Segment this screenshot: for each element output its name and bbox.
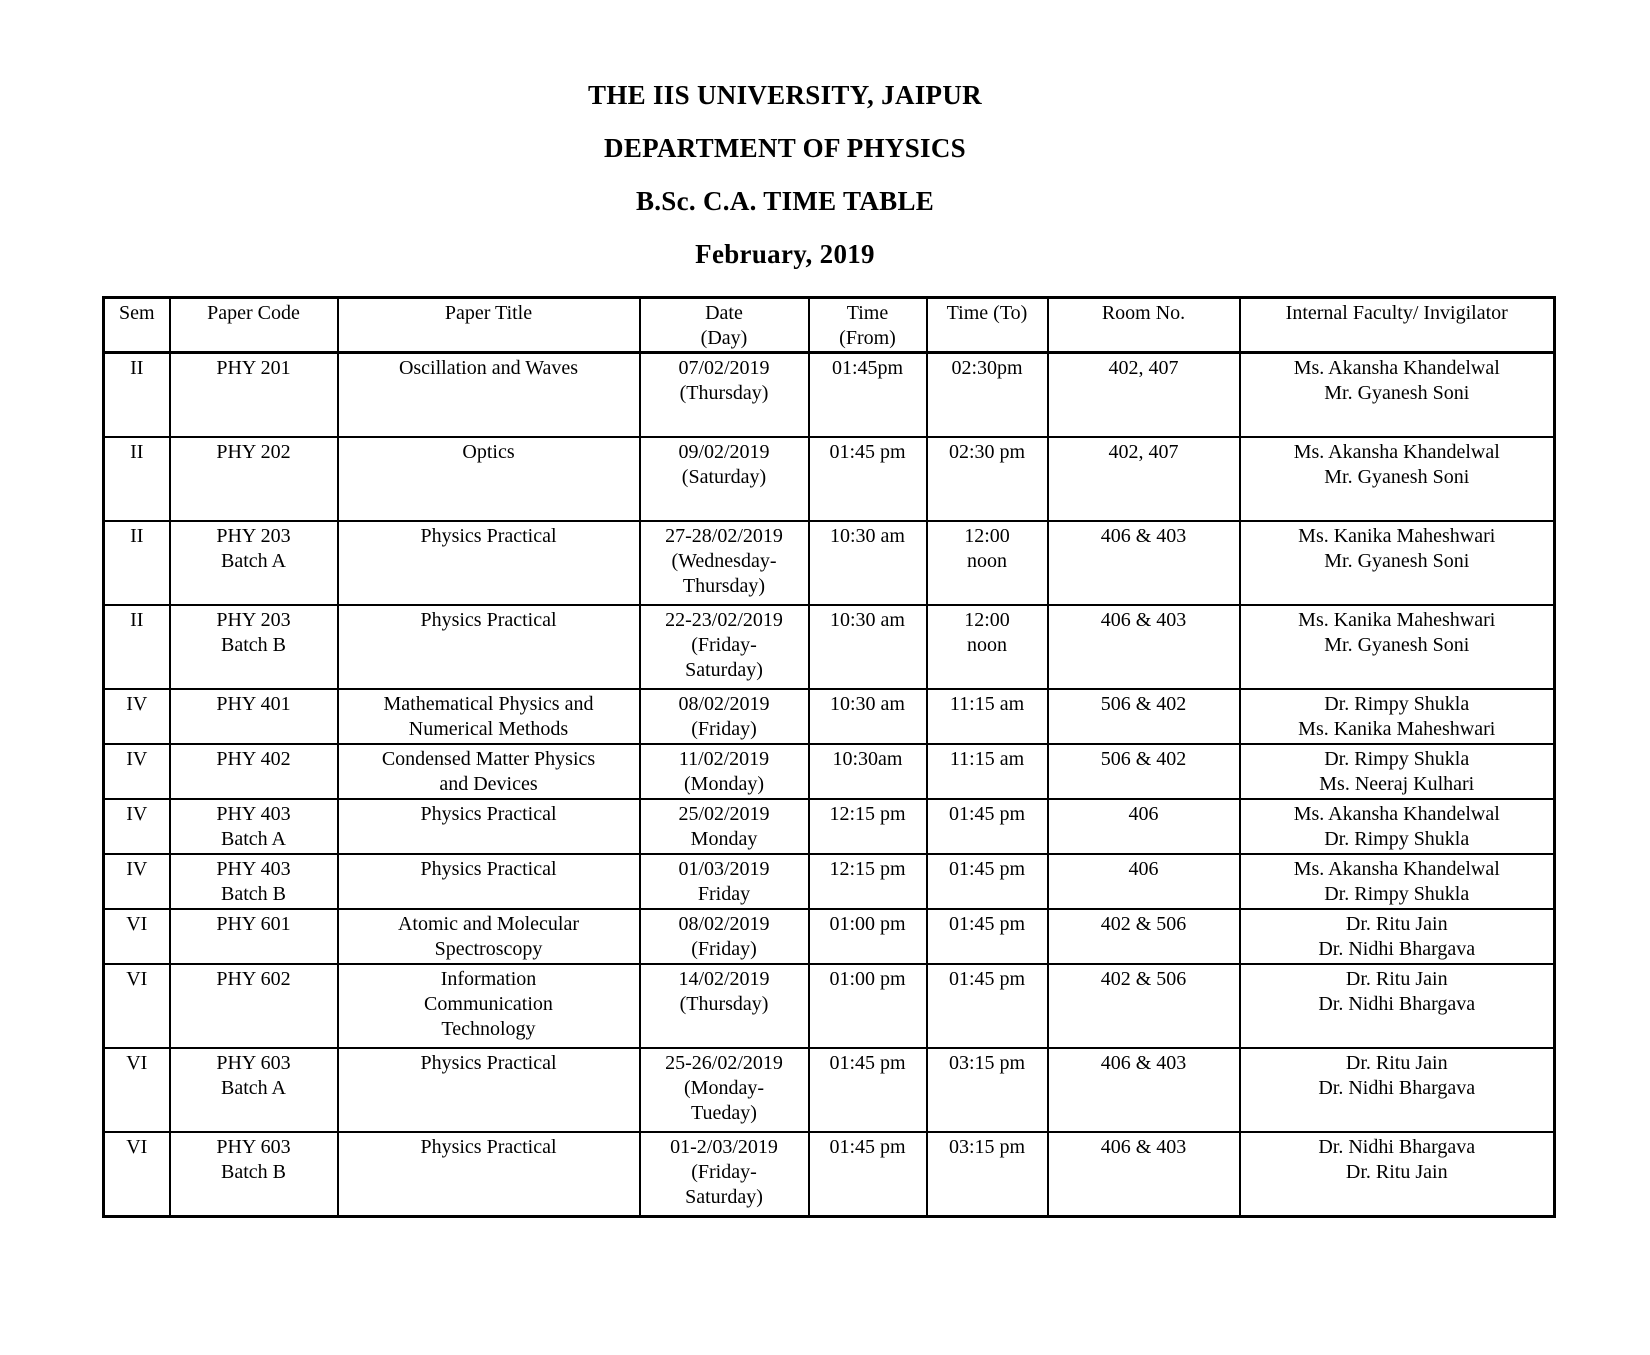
- cell-time-from: [809, 605, 927, 689]
- cell-line: IV: [126, 803, 148, 825]
- cell-line: noon: [967, 634, 1007, 656]
- cell-room-no: [1048, 799, 1240, 854]
- cell-paper-title: [338, 689, 640, 744]
- cell-line: 08/02/2019: [678, 913, 770, 935]
- page: [0, 80, 1650, 1355]
- cell-line: 402, 407: [1108, 357, 1179, 379]
- cell-line: (Friday): [691, 938, 757, 960]
- cell-paper-title: [338, 605, 640, 689]
- cell-line: IV: [126, 693, 148, 715]
- cell-line: 01:45 pm: [948, 858, 1026, 880]
- cell-room-no: [1048, 854, 1240, 909]
- cell-line: Saturday): [685, 659, 763, 681]
- cell-line: VI: [126, 1052, 148, 1074]
- table-row: [104, 437, 1555, 521]
- cell-line: 01/03/2019: [678, 858, 770, 880]
- cell-room-no: [1048, 689, 1240, 744]
- cell-line: 01:45 pm: [948, 913, 1026, 935]
- cell-time-from: [809, 744, 927, 799]
- cell-line: Ms. Akansha Khandelwal: [1293, 357, 1500, 379]
- cell-sem: [104, 854, 170, 909]
- cell-line: Dr. Nidhi Bhargava: [1318, 938, 1476, 960]
- cell-line: 07/02/2019: [678, 357, 770, 379]
- cell-line: Technology: [441, 1018, 536, 1040]
- cell-line: Dr. Rimpy Shukla: [1324, 883, 1470, 905]
- cell-date: [640, 1048, 809, 1132]
- cell-line: 402 & 506: [1100, 913, 1187, 935]
- cell-line: PHY 202: [216, 441, 291, 463]
- cell-line: Paper Title: [444, 302, 533, 324]
- cell-room-no: [1048, 964, 1240, 1048]
- cell-line: noon: [967, 550, 1007, 572]
- cell-line: (Saturday): [681, 466, 767, 488]
- cell-line: Batch B: [221, 883, 286, 905]
- cell-line: 10:30 am: [830, 609, 905, 631]
- cell-sem: [104, 1048, 170, 1132]
- cell-line: 10:30am: [832, 748, 903, 770]
- cell-line: PHY 403: [216, 858, 291, 880]
- cell-line: 402 & 506: [1100, 968, 1187, 990]
- table-row: [104, 689, 1555, 744]
- header-cell-paper-code: [170, 298, 338, 353]
- cell-faculty: [1240, 521, 1555, 605]
- cell-time-from: [809, 353, 927, 438]
- table-header: [104, 298, 1555, 353]
- cell-paper-code: [170, 854, 338, 909]
- cell-line: Dr. Ritu Jain: [1345, 968, 1448, 990]
- cell-line: Ms. Kanika Maheshwari: [1298, 718, 1496, 740]
- cell-faculty: [1240, 353, 1555, 438]
- cell-line: 03:15 pm: [948, 1136, 1026, 1158]
- cell-paper-code: [170, 605, 338, 689]
- cell-line: PHY 601: [216, 913, 291, 935]
- cell-line: (Thursday): [679, 382, 769, 404]
- cell-line: Condensed Matter Physics: [381, 748, 596, 770]
- cell-paper-title: [338, 521, 640, 605]
- cell-line: VI: [126, 968, 148, 990]
- cell-line: Dr. Ritu Jain: [1345, 913, 1448, 935]
- cell-line: Batch B: [221, 634, 286, 656]
- cell-sem: [104, 689, 170, 744]
- cell-line: (Day): [700, 327, 748, 349]
- cell-line: Mr. Gyanesh Soni: [1324, 382, 1470, 404]
- cell-time-from: [809, 437, 927, 521]
- cell-faculty: [1240, 605, 1555, 689]
- header-cell-paper-title: [338, 298, 640, 353]
- cell-faculty: [1240, 799, 1555, 854]
- cell-date: [640, 605, 809, 689]
- table-row: [104, 744, 1555, 799]
- cell-paper-code: [170, 964, 338, 1048]
- cell-line: 406 & 403: [1100, 1136, 1187, 1158]
- cell-line: PHY 603: [216, 1052, 291, 1074]
- cell-line: VI: [126, 913, 148, 935]
- cell-line: 402, 407: [1108, 441, 1179, 463]
- cell-line: Ms. Kanika Maheshwari: [1298, 525, 1496, 547]
- title-block: [99, 80, 1471, 270]
- cell-room-no: [1048, 1132, 1240, 1217]
- cell-time-from: [809, 909, 927, 964]
- table-row: [104, 799, 1555, 854]
- cell-paper-title: [338, 964, 640, 1048]
- cell-line: Saturday): [685, 1186, 763, 1208]
- cell-paper-title: [338, 744, 640, 799]
- cell-line: (Wednesday-: [671, 550, 777, 572]
- table-row: [104, 353, 1555, 438]
- cell-date: [640, 353, 809, 438]
- cell-line: (Friday-: [691, 1161, 757, 1183]
- cell-faculty: [1240, 909, 1555, 964]
- month-title: February, 2019: [695, 239, 875, 269]
- header-row: [104, 298, 1555, 353]
- cell-time-to: [927, 353, 1048, 438]
- cell-time-to: [927, 689, 1048, 744]
- cell-line: 01:00 pm: [829, 913, 906, 935]
- cell-sem: [104, 964, 170, 1048]
- cell-date: [640, 437, 809, 521]
- cell-line: Friday: [697, 883, 751, 905]
- cell-time-to: [927, 909, 1048, 964]
- cell-line: 10:30 am: [830, 693, 905, 715]
- cell-faculty: [1240, 1132, 1555, 1217]
- cell-line: Date: [705, 302, 743, 324]
- cell-line: 01:45 pm: [829, 441, 906, 463]
- cell-room-no: [1048, 909, 1240, 964]
- department-title: DEPARTMENT OF PHYSICS: [604, 133, 966, 163]
- cell-line: Time (To): [946, 302, 1028, 324]
- cell-line: 02:30pm: [951, 357, 1023, 379]
- cell-line: IV: [126, 858, 148, 880]
- header-cell-date: [640, 298, 809, 353]
- cell-time-from: [809, 521, 927, 605]
- cell-line: Atomic and Molecular: [397, 913, 580, 935]
- cell-line: 14/02/2019: [678, 968, 770, 990]
- cell-line: Ms. Akansha Khandelwal: [1293, 858, 1500, 880]
- cell-paper-code: [170, 1132, 338, 1217]
- cell-line: 01:45 pm: [948, 968, 1026, 990]
- cell-paper-code: [170, 353, 338, 438]
- cell-line: 10:30 am: [830, 525, 905, 547]
- cell-date: [640, 744, 809, 799]
- cell-line: Mr. Gyanesh Soni: [1324, 466, 1470, 488]
- cell-line: 406: [1128, 803, 1159, 825]
- cell-room-no: [1048, 521, 1240, 605]
- cell-line: Dr. Rimpy Shukla: [1324, 693, 1470, 715]
- cell-room-no: [1048, 437, 1240, 521]
- cell-paper-code: [170, 909, 338, 964]
- cell-line: Spectroscopy: [434, 938, 543, 960]
- cell-line: Ms. Akansha Khandelwal: [1293, 803, 1500, 825]
- cell-date: [640, 909, 809, 964]
- cell-line: Dr. Ritu Jain: [1345, 1052, 1448, 1074]
- cell-line: 02:30 pm: [948, 441, 1026, 463]
- header-cell-time-from: [809, 298, 927, 353]
- cell-line: 01:45 pm: [829, 1052, 906, 1074]
- cell-date: [640, 799, 809, 854]
- cell-room-no: [1048, 353, 1240, 438]
- cell-line: Tueday): [691, 1102, 757, 1124]
- cell-line: Numerical Methods: [408, 718, 569, 740]
- cell-time-to: [927, 964, 1048, 1048]
- cell-sem: [104, 353, 170, 438]
- cell-line: (From): [839, 327, 896, 349]
- table-row: [104, 521, 1555, 605]
- cell-line: PHY 203: [216, 525, 291, 547]
- cell-paper-title: [338, 799, 640, 854]
- cell-sem: [104, 437, 170, 521]
- cell-line: PHY 201: [216, 357, 291, 379]
- cell-sem: [104, 1132, 170, 1217]
- cell-line: PHY 602: [216, 968, 291, 990]
- cell-line: 09/02/2019: [678, 441, 770, 463]
- cell-time-from: [809, 799, 927, 854]
- cell-date: [640, 854, 809, 909]
- cell-sem: [104, 799, 170, 854]
- cell-time-from: [809, 964, 927, 1048]
- cell-line: 406 & 403: [1100, 609, 1187, 631]
- cell-line: Mr. Gyanesh Soni: [1324, 634, 1470, 656]
- cell-line: Thursday): [682, 575, 766, 597]
- cell-sem: [104, 521, 170, 605]
- cell-line: II: [130, 357, 144, 379]
- cell-date: [640, 521, 809, 605]
- cell-time-from: [809, 1048, 927, 1132]
- cell-line: Information: [440, 968, 537, 990]
- cell-line: (Thursday): [679, 993, 769, 1015]
- cell-date: [640, 964, 809, 1048]
- cell-line: Physics Practical: [420, 858, 557, 880]
- cell-line: Oscillation and Waves: [398, 357, 579, 379]
- cell-time-from: [809, 854, 927, 909]
- cell-room-no: [1048, 744, 1240, 799]
- cell-line: 11/02/2019: [678, 748, 770, 770]
- cell-line: 01:45 pm: [829, 1136, 906, 1158]
- table-body: [104, 353, 1555, 1217]
- cell-line: PHY 402: [216, 748, 291, 770]
- cell-line: and Devices: [439, 773, 538, 795]
- cell-time-to: [927, 1048, 1048, 1132]
- cell-line: Internal Faculty/ Invigilator: [1285, 302, 1508, 324]
- cell-room-no: [1048, 1048, 1240, 1132]
- cell-line: 25-26/02/2019: [665, 1052, 783, 1074]
- cell-line: 03:15 pm: [948, 1052, 1026, 1074]
- cell-line: 406 & 403: [1100, 525, 1187, 547]
- cell-line: 406: [1128, 858, 1159, 880]
- cell-faculty: [1240, 854, 1555, 909]
- cell-line: Batch A: [221, 828, 286, 850]
- cell-line: PHY 403: [216, 803, 291, 825]
- cell-sem: [104, 909, 170, 964]
- cell-line: Ms. Kanika Maheshwari: [1298, 609, 1496, 631]
- cell-line: Dr. Ritu Jain: [1345, 1161, 1448, 1183]
- cell-line: PHY 203: [216, 609, 291, 631]
- cell-line: II: [130, 609, 144, 631]
- cell-line: 12:15 pm: [829, 803, 906, 825]
- cell-line: 27-28/02/2019: [665, 525, 783, 547]
- cell-line: 406 & 403: [1100, 1052, 1187, 1074]
- cell-line: Physics Practical: [420, 1136, 557, 1158]
- cell-faculty: [1240, 437, 1555, 521]
- cell-line: Monday: [690, 828, 758, 850]
- cell-paper-code: [170, 437, 338, 521]
- cell-line: 12:00: [964, 525, 1010, 547]
- cell-line: 08/02/2019: [678, 693, 770, 715]
- table-row: [104, 605, 1555, 689]
- cell-line: Sem: [118, 302, 155, 324]
- cell-line: Dr. Rimpy Shukla: [1324, 828, 1470, 850]
- cell-line: 12:15 pm: [829, 858, 906, 880]
- cell-line: Dr. Nidhi Bhargava: [1318, 1077, 1476, 1099]
- header-cell-time-to: [927, 298, 1048, 353]
- header-cell-room-no: [1048, 298, 1240, 353]
- cell-paper-title: [338, 353, 640, 438]
- cell-sem: [104, 744, 170, 799]
- cell-paper-title: [338, 854, 640, 909]
- cell-line: Optics: [462, 441, 515, 463]
- cell-sem: [104, 605, 170, 689]
- cell-paper-title: [338, 1048, 640, 1132]
- cell-line: IV: [126, 748, 148, 770]
- cell-line: 22-23/02/2019: [665, 609, 783, 631]
- cell-paper-title: [338, 909, 640, 964]
- cell-paper-code: [170, 799, 338, 854]
- cell-time-from: [809, 689, 927, 744]
- cell-line: II: [130, 525, 144, 547]
- cell-line: 01-2/03/2019: [670, 1136, 778, 1158]
- cell-line: 25/02/2019: [678, 803, 770, 825]
- cell-line: 506 & 402: [1100, 748, 1187, 770]
- cell-line: 506 & 402: [1100, 693, 1187, 715]
- cell-paper-code: [170, 1048, 338, 1132]
- cell-faculty: [1240, 744, 1555, 799]
- cell-time-to: [927, 1132, 1048, 1217]
- cell-line: Mr. Gyanesh Soni: [1324, 550, 1470, 572]
- header-cell-faculty: [1240, 298, 1555, 353]
- cell-line: (Friday): [691, 718, 757, 740]
- cell-line: PHY 401: [216, 693, 291, 715]
- cell-line: Physics Practical: [420, 609, 557, 631]
- cell-time-to: [927, 854, 1048, 909]
- cell-paper-code: [170, 521, 338, 605]
- cell-time-to: [927, 799, 1048, 854]
- cell-line: Physics Practical: [420, 803, 557, 825]
- cell-line: Dr. Nidhi Bhargava: [1318, 993, 1476, 1015]
- cell-line: Physics Practical: [420, 1052, 557, 1074]
- cell-line: 11:15 am: [949, 693, 1025, 715]
- cell-line: 01:45 pm: [948, 803, 1026, 825]
- cell-time-to: [927, 744, 1048, 799]
- cell-line: PHY 603: [216, 1136, 291, 1158]
- cell-line: Room No.: [1101, 302, 1186, 324]
- cell-time-to: [927, 521, 1048, 605]
- cell-line: 01:45pm: [831, 357, 904, 379]
- cell-line: 01:00 pm: [829, 968, 906, 990]
- cell-line: Batch A: [221, 550, 286, 572]
- cell-line: Time: [846, 302, 889, 324]
- cell-line: 11:15 am: [949, 748, 1025, 770]
- cell-line: Dr. Rimpy Shukla: [1324, 748, 1470, 770]
- cell-line: Mathematical Physics and: [383, 693, 594, 715]
- cell-faculty: [1240, 689, 1555, 744]
- table-row: [104, 1048, 1555, 1132]
- cell-line: Paper Code: [207, 302, 300, 324]
- header-cell-sem: [104, 298, 170, 353]
- table-row: [104, 964, 1555, 1048]
- cell-line: Batch A: [221, 1077, 286, 1099]
- cell-line: (Friday-: [691, 634, 757, 656]
- cell-time-from: [809, 1132, 927, 1217]
- cell-room-no: [1048, 605, 1240, 689]
- cell-line: VI: [126, 1136, 148, 1158]
- cell-faculty: [1240, 1048, 1555, 1132]
- cell-paper-title: [338, 1132, 640, 1217]
- cell-line: Physics Practical: [420, 525, 557, 547]
- table-row: [104, 854, 1555, 909]
- cell-date: [640, 689, 809, 744]
- cell-line: 12:00: [964, 609, 1010, 631]
- cell-faculty: [1240, 964, 1555, 1048]
- university-title: THE IIS UNIVERSITY, JAIPUR: [588, 80, 982, 110]
- table-row: [104, 1132, 1555, 1217]
- cell-line: Ms. Akansha Khandelwal: [1293, 441, 1500, 463]
- cell-paper-title: [338, 437, 640, 521]
- cell-time-to: [927, 437, 1048, 521]
- cell-line: Ms. Neeraj Kulhari: [1319, 773, 1475, 795]
- cell-line: II: [130, 441, 144, 463]
- document-title: B.Sc. C.A. TIME TABLE: [635, 186, 935, 216]
- timetable-table: [102, 296, 1556, 1218]
- cell-time-to: [927, 605, 1048, 689]
- cell-line: (Monday-: [684, 1077, 764, 1099]
- cell-paper-code: [170, 689, 338, 744]
- cell-line: Communication: [424, 993, 553, 1015]
- cell-line: (Monday): [684, 773, 764, 795]
- cell-line: Batch B: [221, 1161, 286, 1183]
- cell-line: Dr. Nidhi Bhargava: [1318, 1136, 1476, 1158]
- cell-date: [640, 1132, 809, 1217]
- table-row: [104, 909, 1555, 964]
- cell-paper-code: [170, 744, 338, 799]
